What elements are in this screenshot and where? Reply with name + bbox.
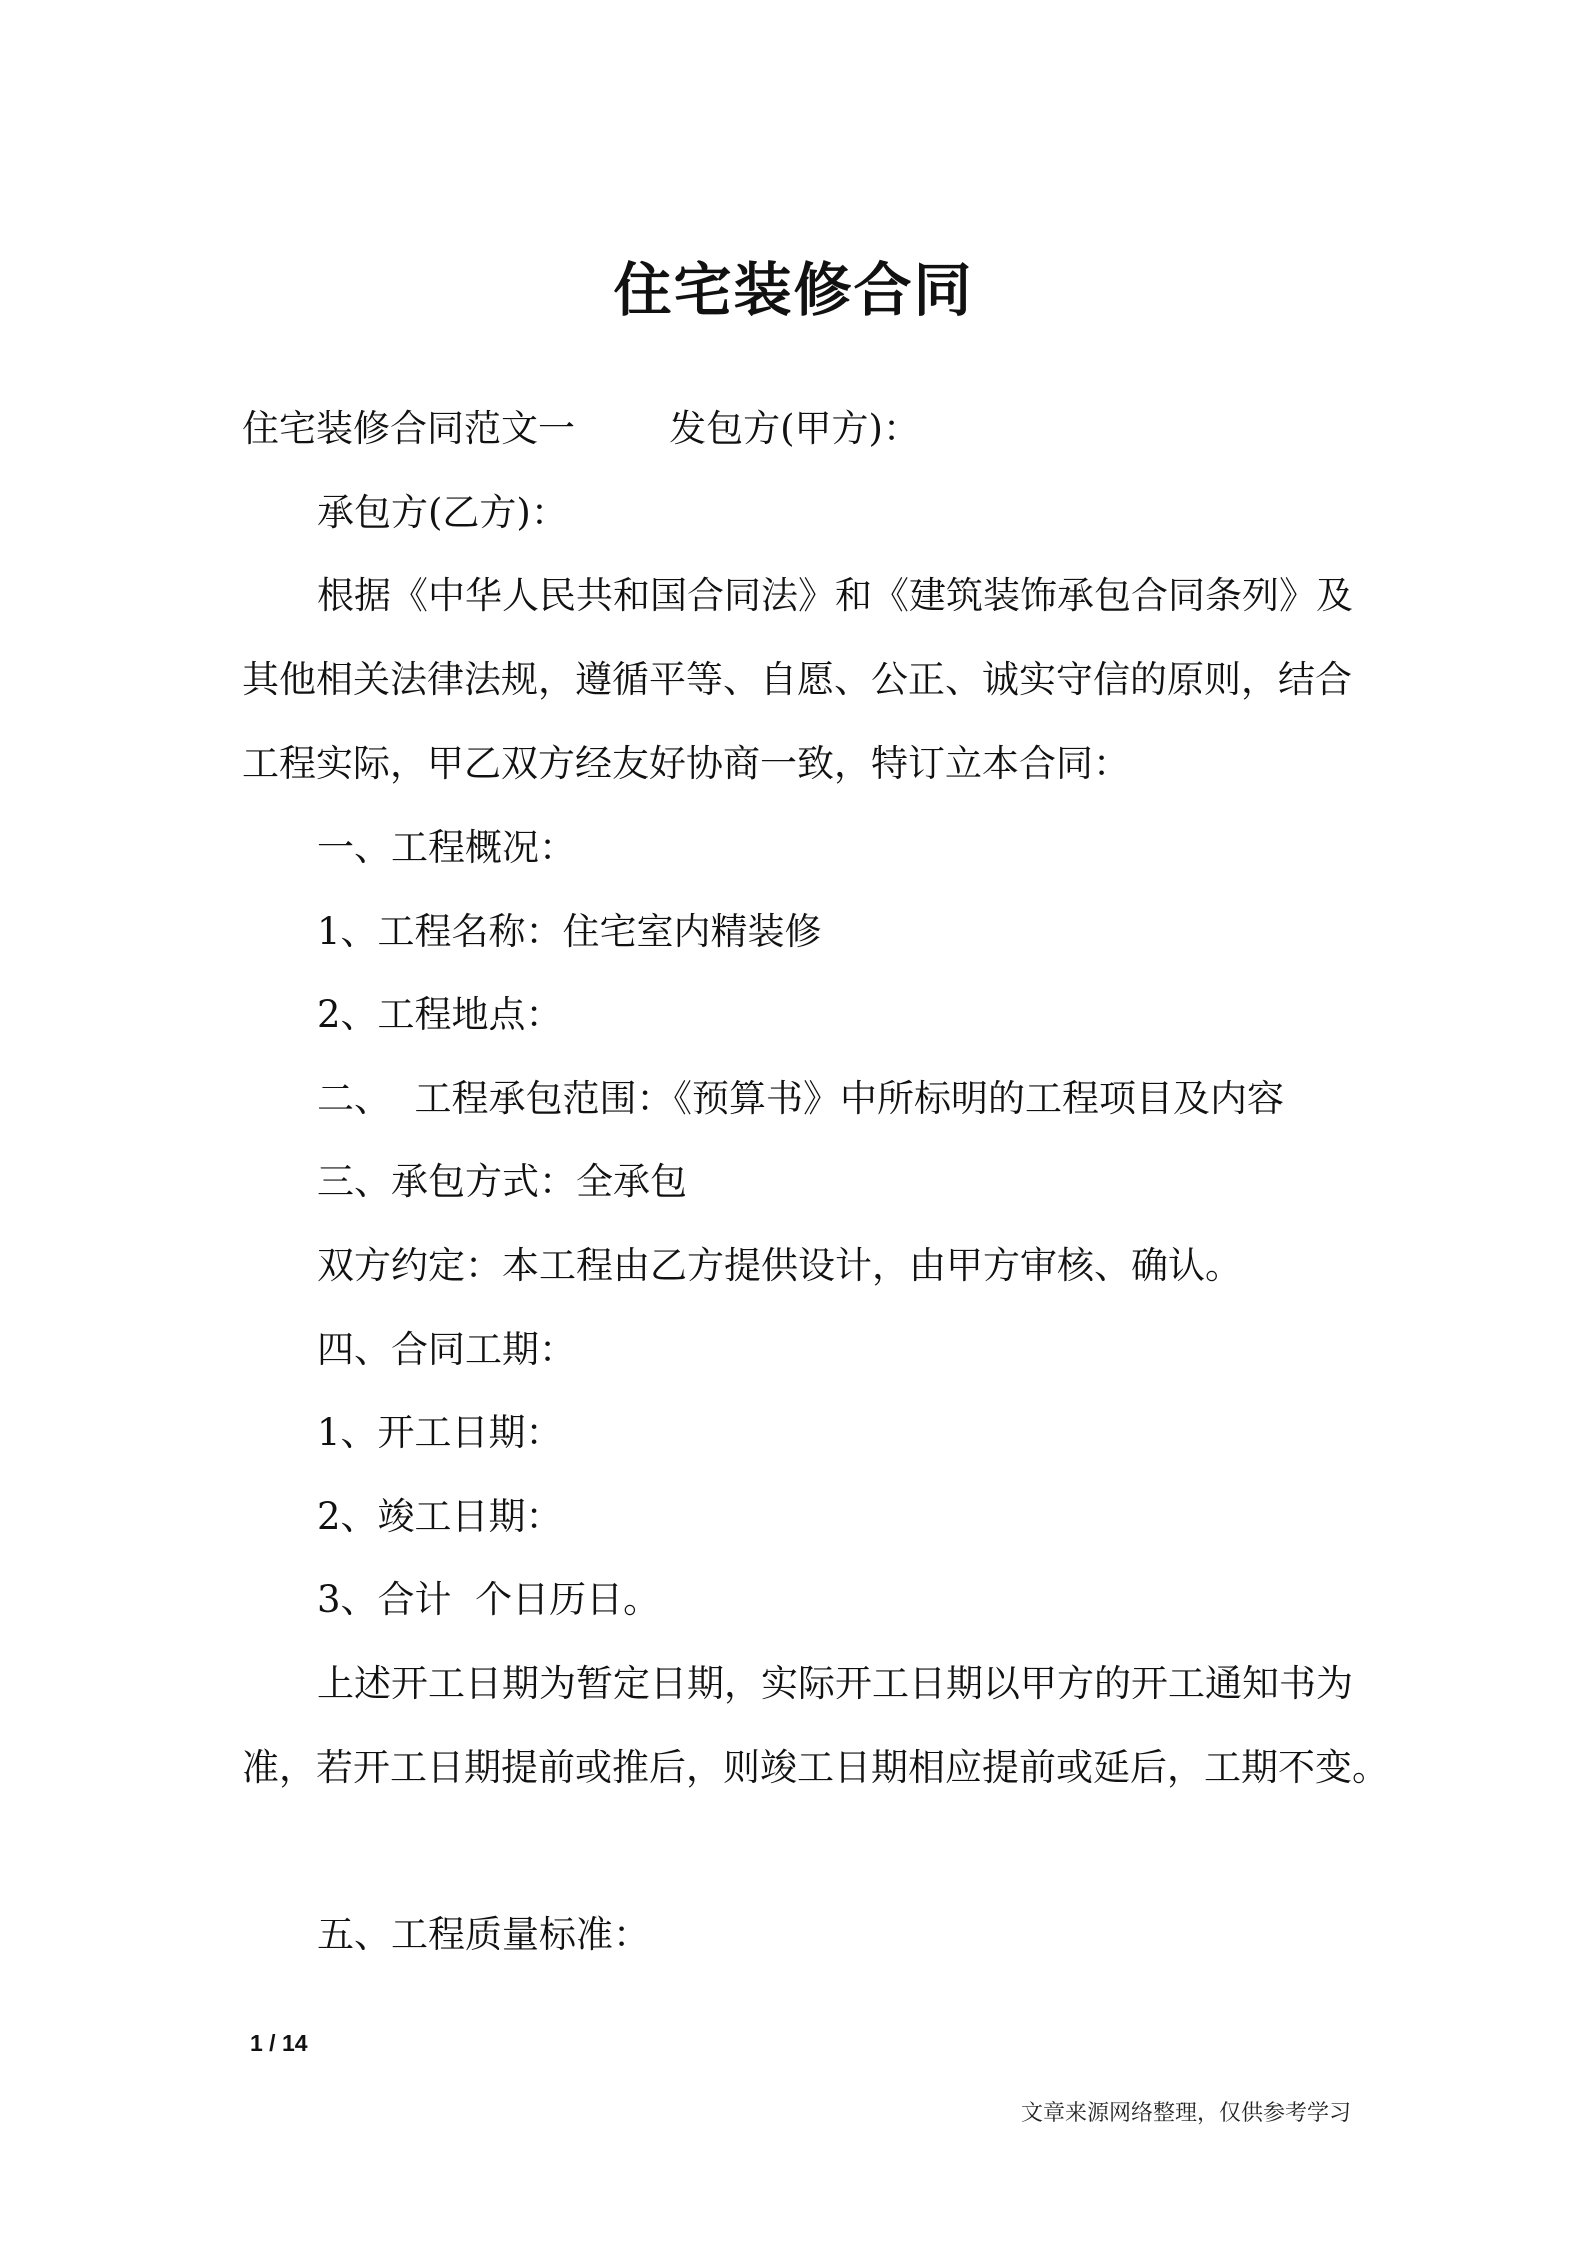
text-line-project-name: 1、工程名称：住宅室内精装修 [317, 910, 822, 953]
section-heading-quality: 五、工程质量标准： [317, 1913, 650, 1956]
text-line-project-location: 2、工程地点： [317, 993, 563, 1036]
text-line-completion-date: 2、竣工日期： [317, 1495, 563, 1538]
section-heading-method: 三、承包方式：全承包 [317, 1160, 687, 1203]
source-note: 文章来源网络整理，仅供参考学习 [1020, 2101, 1351, 2126]
text-line-basis-3: 工程实际，甲乙双方经友好协商一致，特订立本合同： [242, 742, 1130, 785]
page-indicator: 1 / 14 [250, 2030, 308, 2056]
text-line-date-note-1: 上述开工日期为暂定日期，实际开工日期以甲方的开工通知书为 [317, 1662, 1353, 1705]
section-heading-scope: 二、 工程承包范围：《预算书》中所标明的工程项目及内容 [317, 1077, 1285, 1120]
text-line-basis-2: 其他相关法律法规，遵循平等、自愿、公正、诚实守信的原则，结合 [242, 658, 1352, 701]
section-heading-schedule: 四、合同工期： [317, 1328, 576, 1371]
text-line-date-note-2: 准，若开工日期提前或推后，则竣工日期相应提前或延后，工期不变。 [242, 1746, 1389, 1789]
text-line-basis-1: 根据《中华人民共和国合同法》和《建筑装饰承包合同条列》及 [317, 574, 1353, 617]
text-line-intro: 住宅装修合同范文一 发包方(甲方)： [242, 407, 920, 450]
section-heading-overview: 一、工程概况： [317, 826, 576, 869]
text-line-contractor: 承包方(乙方)： [317, 491, 568, 534]
text-line-agreement: 双方约定：本工程由乙方提供设计，由甲方审核、确认。 [317, 1244, 1242, 1287]
document-title: 住宅装修合同 [613, 256, 974, 324]
text-line-total-days: 3、合计 个日历日。 [317, 1578, 661, 1621]
text-line-start-date: 1、开工日期： [317, 1411, 563, 1454]
